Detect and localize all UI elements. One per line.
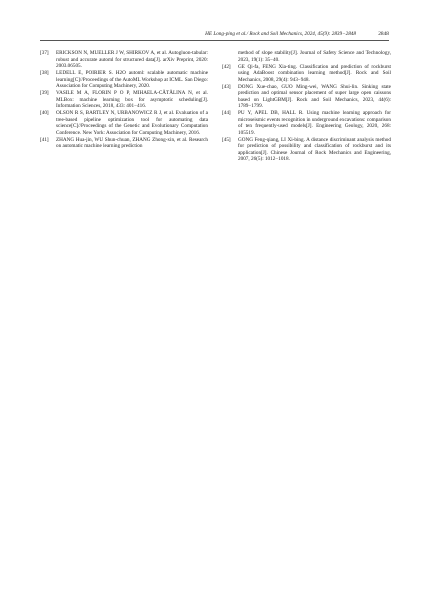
page-number: 2848 bbox=[378, 31, 389, 37]
reference-number: [37] bbox=[40, 50, 49, 56]
reference-number: [42] bbox=[222, 63, 231, 70]
reference-item bbox=[222, 137, 391, 163]
reference-number: [44] bbox=[222, 110, 231, 116]
reference-text: OLSON R S, BARTLEY N, URBANOWICZ R J, et al. Evaluation of a tree-based pipeline optimization tool for automating data science[C]//Proceedings of the Genetic and Evolutionary Computation Conference. New York: Association for Computing Machinery, 2016. bbox=[56, 110, 208, 136]
reference-text: method of slope stability[J]. Journal of Safety Science and Technology, 2023, 19(1): 35−40. bbox=[238, 50, 391, 63]
reference-number: [43] bbox=[222, 83, 231, 90]
reference-number: [41] bbox=[40, 136, 49, 143]
reference-text: GONG Feng-qiang, LI Xi-bing. A distance discriminant analysis method for prediction of possibility and classification of rockburst and its application[J]. Chinese Journal of Rock Mechanics and Engineering, 2007, 26(5): 1012−1018. bbox=[238, 136, 391, 162]
reference-number: [45] bbox=[222, 136, 231, 143]
reference-item bbox=[222, 64, 391, 84]
reference-text: DONG Xue-chao, GUO Ming-wei, WANG Shui-lin. Sinking state prediction and optimal sensor placement of super large open caissons based on LightGBM[J]. Rock and Soil Mechanics, 2023, 44(6): 1789−1799. bbox=[238, 83, 391, 109]
reference-number: [39] bbox=[40, 90, 49, 96]
running-header bbox=[40, 30, 389, 41]
header-citation: HE Long-ping et al./ Rock and Soil Mechanics, 2024, 45(9): 2839−2848 bbox=[205, 31, 356, 37]
reference-item bbox=[222, 84, 391, 110]
reference-text: ZHANG Hua-jin, WU Shun-chuan, ZHANG Zhong-xin, et al. Research on automatic machine learning prediction bbox=[56, 136, 208, 149]
reference-item bbox=[40, 137, 208, 150]
reference-text: GE Qi-fa, FENG Xia-ting. Classification and prediction of rockburst using AdaBoost combination learning method[J]. Rock and Soil Mechanics, 2008, 29(4): 943−948. bbox=[238, 63, 391, 83]
reference-text: LEDELL E, POIRIER S. H2O automl: scalable automatic machine learning[C]//Proceedings of the AutoML Workshop at ICML. San Diego: Association for Computing Machinery, 2020. bbox=[56, 70, 208, 89]
reference-continuation bbox=[222, 50, 391, 63]
reference-item bbox=[222, 110, 391, 136]
reference-item bbox=[40, 90, 208, 110]
reference-number: [40] bbox=[40, 110, 49, 116]
reference-text: PU Y, APEL DB, HALL R. Using machine learning approach for microseismic events recognition in underground excavations: comparison of ten frequently-used models[J]. Engineering Geology, 2020, 268: 105519. bbox=[238, 110, 391, 136]
reference-item bbox=[40, 110, 208, 136]
reference-text: VASILE M A, FLORIN P O P, MIHAELA-CĂTĂLINA N, et al. MLBox: machine learning box for asymptotic scheduling[J]. Information Sciences, 2018, 433: 401−416. bbox=[56, 90, 208, 109]
left-column-references bbox=[40, 50, 208, 150]
right-column-references bbox=[222, 50, 391, 163]
reference-item bbox=[40, 70, 208, 90]
reference-item bbox=[40, 50, 208, 70]
reference-number: [38] bbox=[40, 70, 49, 76]
reference-text: ERICKSON N, MUELLER J W, SHIRKOV A, et al. Autogluon-tabular: robust and accurate automl for structured data[J]. arXiv Preprint, 2020: 2003.06505. bbox=[56, 50, 208, 69]
